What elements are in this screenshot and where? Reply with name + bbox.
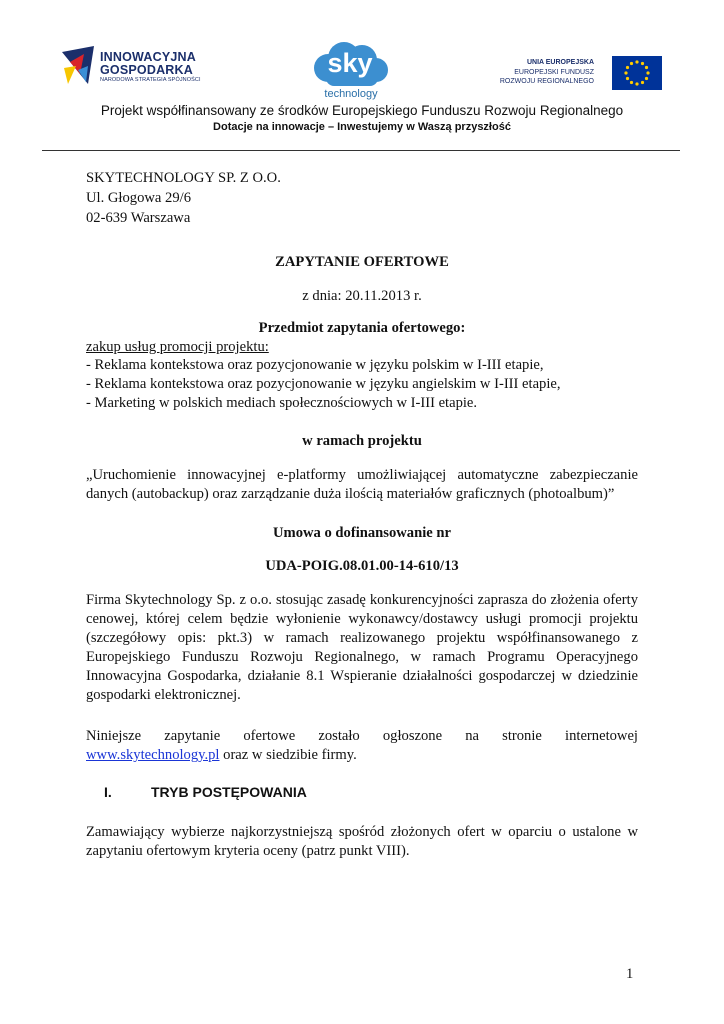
subject-heading: Przedmiot zapytania ofertowego: <box>258 320 466 336</box>
ig-star-icon <box>58 44 96 88</box>
ig-logo-line3: NARODOWA STRATEGIA SPÓJNOŚCI <box>100 77 201 83</box>
agreement-number: UDA-POIG.08.01.00-14-610/13 <box>265 558 459 574</box>
skytechnology-logo <box>310 40 405 102</box>
website-link[interactable]: www.skytechnology.pl <box>86 747 220 763</box>
announcement-line-1: Niniejsze zapytanie ofertowe zostało ogłoszone na stronie internetowej <box>86 728 638 744</box>
ig-logo-line2: GOSPODARKA <box>100 63 193 77</box>
eu-logo-line3: ROZWOJU REGIONALNEGO <box>499 78 594 85</box>
intro-line-5: Innowacyjna Gospodarka, działanie 8.1 Wspieranie działalności gospodarczej w dziedzinie <box>86 668 638 684</box>
project-name <box>86 466 638 504</box>
eu-flag-icon <box>612 56 662 90</box>
sky-logo-word: sky <box>327 48 373 78</box>
eu-logo-line2: EUROPEJSKI FUNDUSZ <box>514 69 594 76</box>
agreement-label: Umowa o dofinansowanie nr <box>273 525 451 541</box>
address-company: SKYTECHNOLOGY SP. Z O.O. <box>86 170 281 186</box>
address-street: Ul. Głogowa 29/6 <box>86 190 191 206</box>
innowacyjna-gospodarka-logo <box>58 44 208 94</box>
eu-logo-line1: UNIA EUROPEJSKA <box>526 59 594 66</box>
intro-line-4: Europejskiego Funduszu Rozwoju Regionalnego, w ramach Programu Operacyjnego <box>86 649 638 665</box>
procedure-line-1: Zamawiający wybierze najkorzystniejszą spośród złożonych ofert w oparciu o ustalone w <box>86 824 638 840</box>
document-date: z dnia: 20.11.2013 r. <box>302 288 422 304</box>
section-number: I. <box>104 784 112 800</box>
subject-item-3: - Marketing w polskich mediach społecznościowych w I-III etapie. <box>86 395 478 411</box>
page-number: 1 <box>626 966 634 982</box>
cofinance-line: Projekt współfinansowany ze środków Europejskiego Funduszu Rozwoju Regionalnego <box>100 103 624 118</box>
intro-paragraph <box>86 591 638 705</box>
subject-subheading: zakup usług promocji projektu: <box>86 339 269 355</box>
section-title: TRYB POSTĘPOWANIA <box>151 784 307 800</box>
procedure-paragraph <box>86 823 638 861</box>
procedure-line-2: zapytaniu ofertowym kryteria oceny (patrz punkt VIII). <box>86 843 410 859</box>
sky-logo-sub: technology <box>324 88 378 100</box>
ig-logo-line1: INNOWACYJNA <box>100 50 196 64</box>
header-divider <box>42 150 680 151</box>
intro-line-6: gospodarki elektronicznej. <box>86 687 241 703</box>
within-project: w ramach projektu <box>302 433 422 449</box>
section-heading <box>104 784 307 800</box>
announcement-line-2 <box>86 746 638 765</box>
subject-item-2: - Reklama kontekstowa oraz pozycjonowanie w języku angielskim w I-III etapie, <box>86 376 561 392</box>
address-city: 02-639 Warszawa <box>86 210 191 226</box>
intro-line-3: (szczegółowy opis: pkt.3) w ramach realizowanego projektu współfinansowanego z <box>86 630 638 646</box>
intro-line-1: Firma Skytechnology Sp. z o.o. stosując zasadę konkurencyjności zaprasza do złożenia oferty <box>86 592 638 608</box>
eu-logo <box>499 56 662 92</box>
intro-line-2: cenowej, której celem będzie wyłonienie wykonawcy/dostawcy usługi promocji projektu <box>86 611 638 627</box>
announcement-tail: oraz w siedzibie firmy. <box>219 747 357 763</box>
project-name-line2: danych (autobackup) oraz zarządzanie duża ilością materiałów graficznych (photoalbum)” <box>86 486 615 502</box>
slogan-line: Dotacje na innowacje – Inwestujemy w Waszą przyszłość <box>213 121 511 133</box>
announcement-paragraph <box>86 727 638 765</box>
subject-item-1: - Reklama kontekstowa oraz pozycjonowanie w języku polskim w I-III etapie, <box>86 357 544 373</box>
document-title: ZAPYTANIE OFERTOWE <box>275 254 449 270</box>
project-name-line1: „Uruchomienie innowacyjnej e-platformy umożliwiającej automatyczne zabezpieczanie <box>86 467 638 483</box>
